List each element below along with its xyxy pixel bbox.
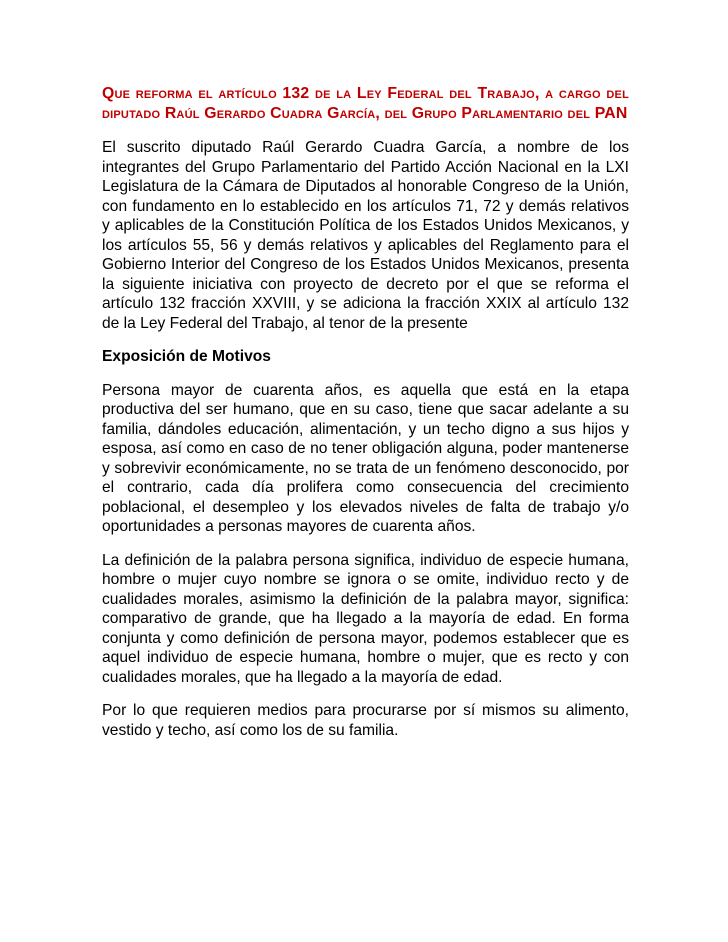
body-paragraph-3: Por lo que requieren medios para procurarse por sí mismos su alimento, vestido y techo, así como los de su familia. [102, 702, 629, 739]
intro-paragraph: El suscrito diputado Raúl Gerardo Cuadra García, a nombre de los integrantes del Grupo Parlamentario del Partido Acción Nacional en la LXI Legislatura de la Cámara de Diputados al honorable Congreso de la Unión, con fundamento en lo establecido en los artículos 71, 72 y demás relativos y aplicables de la Constitución Política de los Estados Unidos Mexicanos, y los artículos 55, 56 y demás relativos y aplicables del Reglamento para el Gobierno Interior del Congreso de los Estados Unidos Mexicanos, presenta la siguiente iniciativa con proyecto de decreto por el que se reforma el artículo 132 fracción XXVIII, y se adiciona la fracción XXIX al artículo 132 de la Ley Federal del Trabajo, al tenor de la presente [102, 139, 629, 332]
document-page [102, 84, 629, 754]
body-paragraph-2: La definición de la palabra persona significa, individuo de especie humana, hombre o mujer cuyo nombre se ignora o se omite, individuo recto y de cualidades morales, asimismo la definición de la palabra mayor, significa: comparativo de grande, que ha llegado a la mayoría de edad. En forma conjunta y como definición de persona mayor, podemos establecer que es aquel individuo de especie humana, hombre o mujer, que es recto y con cualidades morales, que ha llegado a la mayoría de edad. [102, 551, 629, 686]
body-paragraph-1: Persona mayor de cuarenta años, es aquella que está en la etapa productiva del ser humano, que en su caso, tiene que sacar adelante a su familia, dándoles educación, alimentación, y un techo digno a sus hijos y esposa, así como en caso de no tener obligación alguna, poder mantenerse y sobrevivir económicamente, no se trata de un fenómeno desconocido, por el contrario, cada día prolifera como consecuencia del crecimiento poblacional, el desempleo y los elevados niveles de falta de trabajo y/o oportunidades a personas mayores de cuarenta años. [102, 381, 629, 535]
document-title: Que reforma el artículo 132 de la Ley Federal del Trabajo, a cargo del diputado Raúl Gerardo Cuadra García, del Grupo Parlamentario del PAN [102, 85, 629, 122]
section-heading: Exposición de Motivos [102, 348, 271, 365]
